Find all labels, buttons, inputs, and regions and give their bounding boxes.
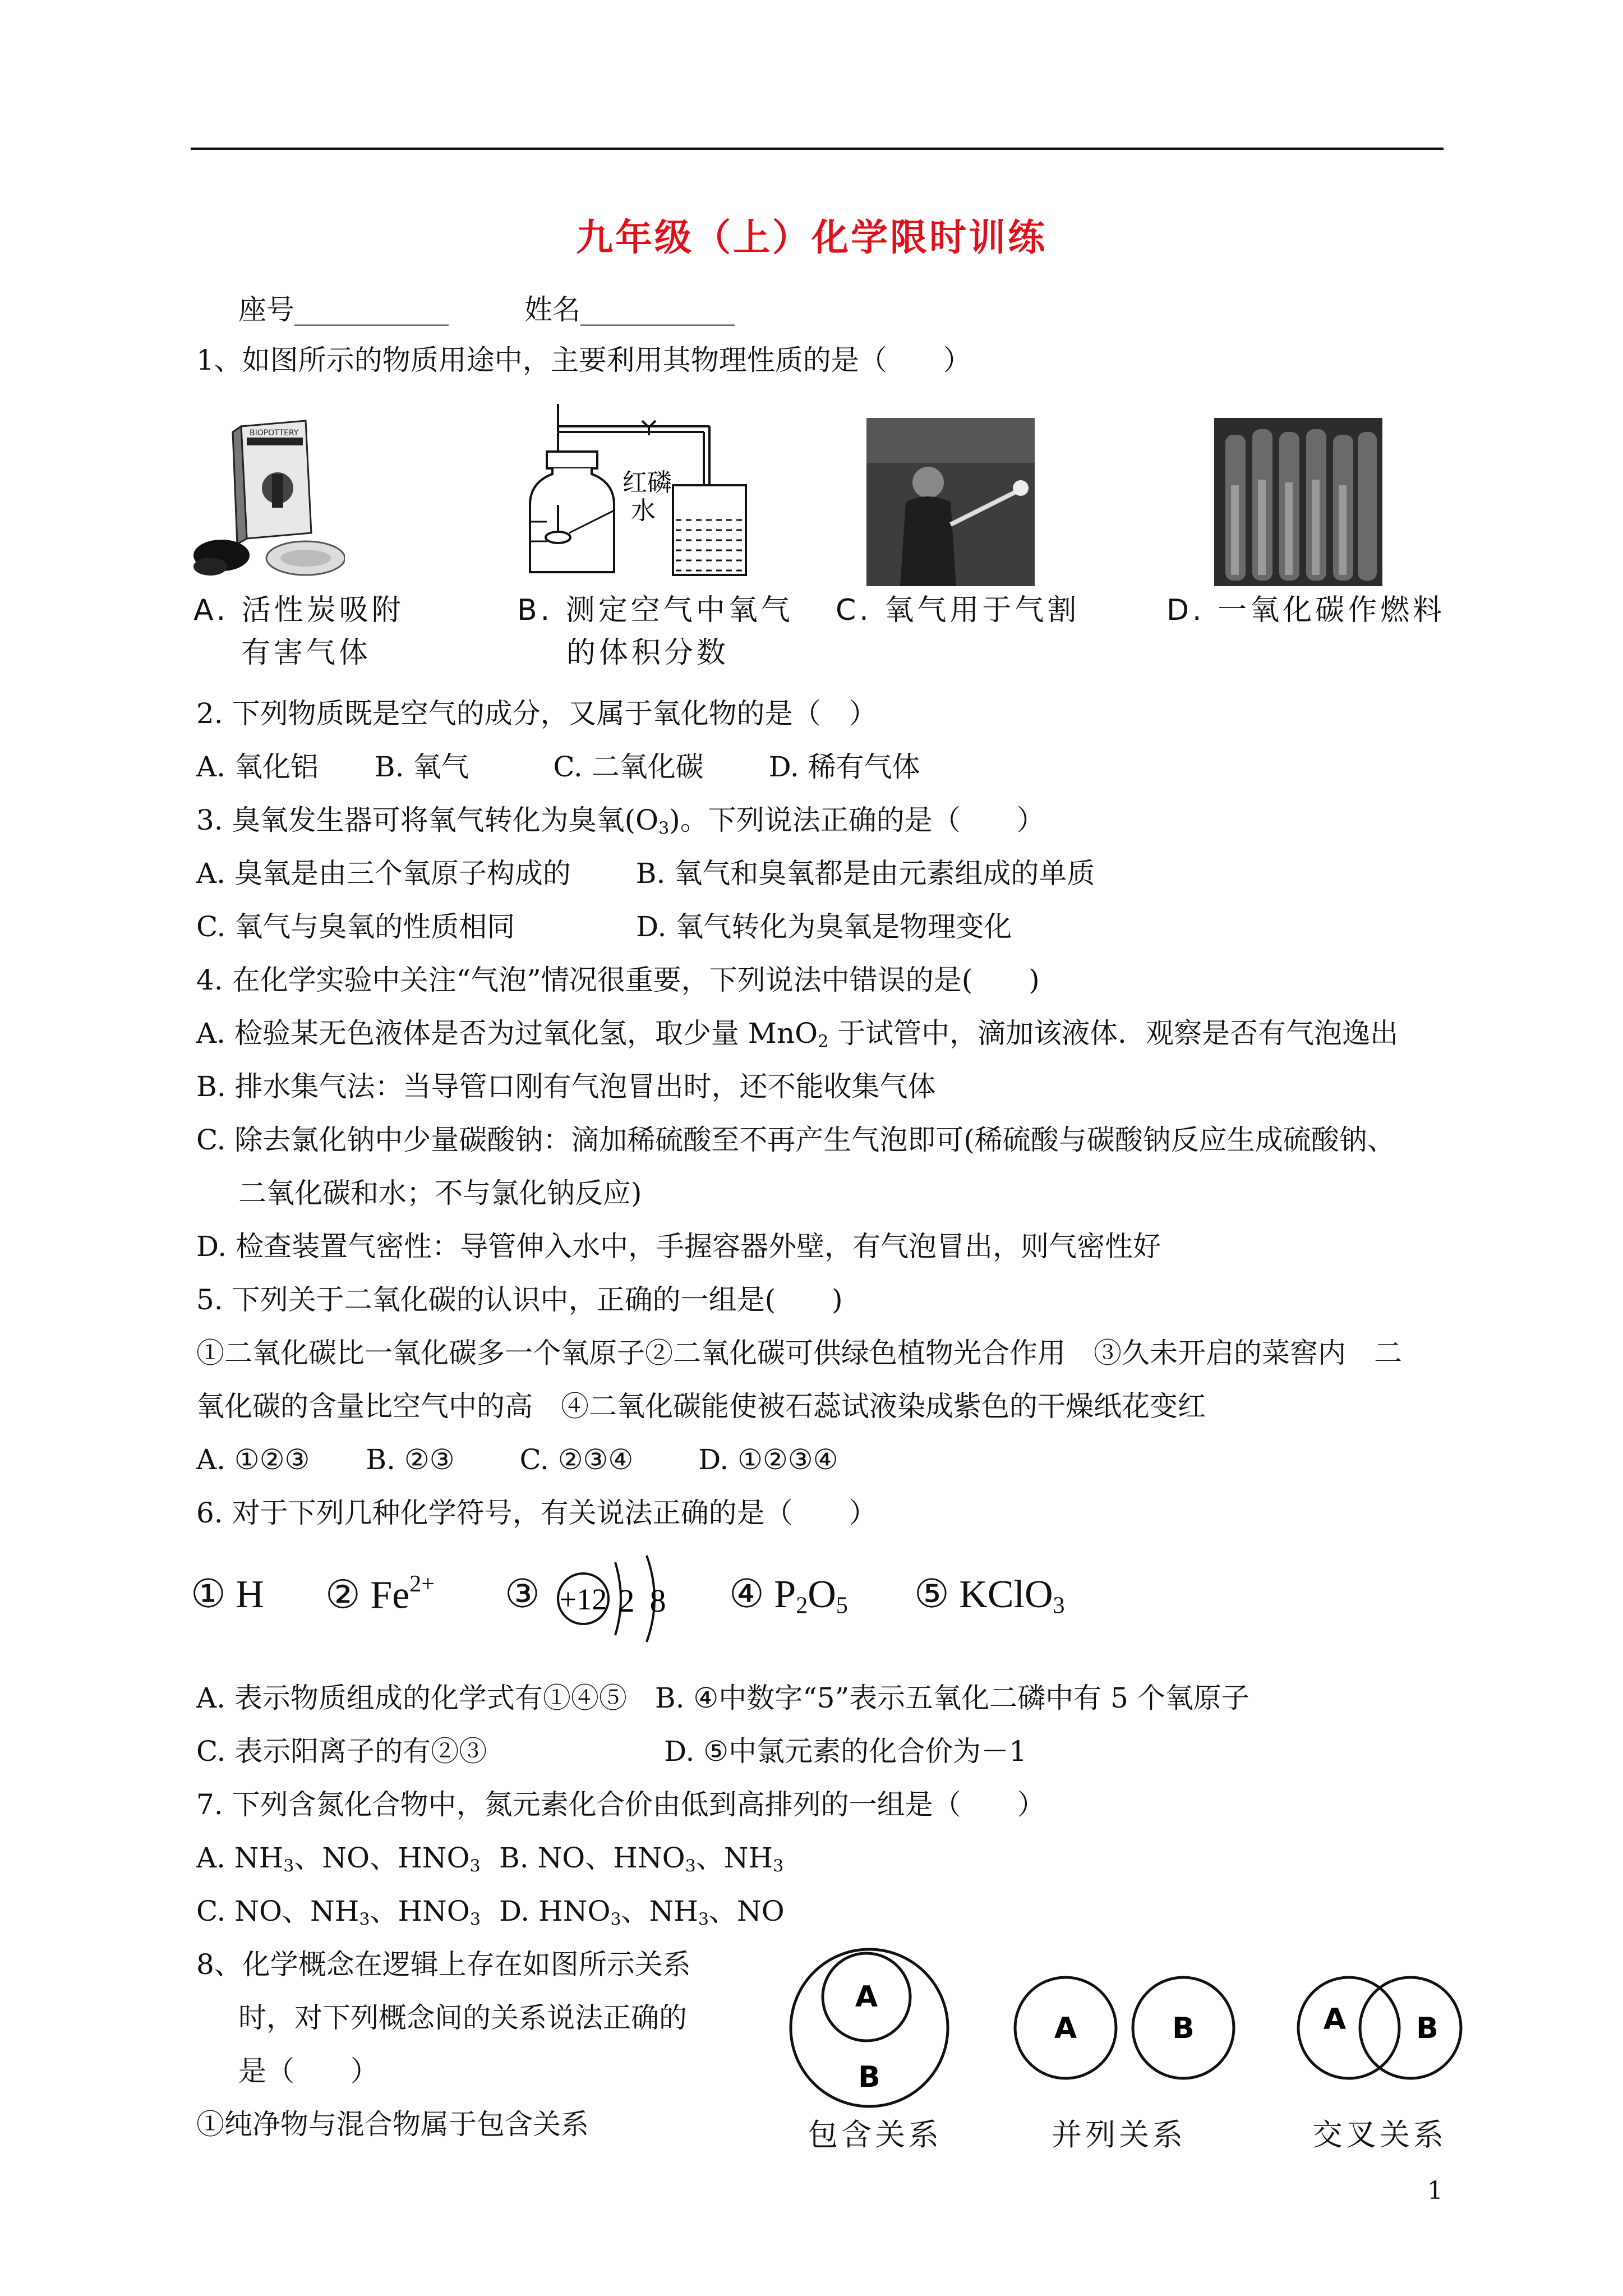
q1-option-d: D. 一氧化碳作燃料: [1166, 593, 1446, 627]
water-label: 水: [631, 496, 656, 525]
q6-symbol-2-main: Fe: [370, 1573, 410, 1617]
package-brand-text: BIOPOTTERY: [250, 429, 299, 438]
shell-2-electrons: 8: [649, 1582, 666, 1619]
q3-options-row1: A. 臭氧是由三个氧原子构成的 B. 氧气和臭氧都是由元素组成的单质: [196, 857, 1095, 890]
cross-circle-a: [1298, 1977, 1399, 2078]
q1-option-a-line2: 有害气体: [241, 636, 372, 670]
intersection-diagram: [1295, 1966, 1464, 2090]
q6-symbol-2-num: ②: [325, 1573, 361, 1617]
q7-b-nh-sub: 3: [773, 1856, 784, 1876]
q6-symbol-4-p: P: [774, 1573, 796, 1616]
q2-stem: 2. 下列物质既是空气的成分，又属于氧化物的是（ ）: [196, 697, 877, 730]
page-number: 1: [1427, 2177, 1443, 2205]
carbon-package-illustration: [193, 415, 345, 583]
seat-field: 座号___________: [238, 293, 449, 326]
q8-stem-line2: 时，对下列概念间的关系说法正确的: [238, 2001, 687, 2034]
parallel-diagram: [1009, 1966, 1245, 2090]
red-phosphorus-label: 红磷: [623, 468, 672, 497]
q3-stem-post: )。下列说法正确的是（ ）: [669, 804, 1045, 836]
q7-c-hno-sub: 3: [469, 1910, 481, 1930]
gas-cylinders-photo: [1214, 418, 1382, 586]
q3-options-row2: C. 氧气与臭氧的性质相同 D. 氧气转化为臭氧是物理变化: [196, 910, 1012, 943]
q6-symbol-5-sub: 3: [1053, 1593, 1065, 1619]
outer-label-b: B: [858, 2060, 880, 2094]
q7-b-sep: 、: [695, 1842, 724, 1874]
q6-symbol-4-o: O: [808, 1573, 836, 1616]
parallel-label-a: A: [1054, 2012, 1077, 2045]
caption-parallel: 并列关系: [1052, 2117, 1186, 2152]
q7-d-sep2: 、: [708, 1895, 737, 1927]
q6-options-row2: C. 表示阳离子的有②③ D. ⑤中氯元素的化合价为－1: [196, 1735, 1027, 1768]
cross-label-b: B: [1416, 2012, 1438, 2045]
q4-option-a-sub: 2: [818, 1032, 829, 1052]
q6-symbol-5-main: KClO: [959, 1573, 1053, 1616]
welder-illustration: [866, 418, 1035, 586]
q4-option-c: C. 除去氯化钠中少量碳酸钠：滴加稀硫酸至不再产生气泡即可(稀硫酸与碳酸钠反应生成硫酸钠、: [196, 1124, 1395, 1156]
q7-stem: 7. 下列含氮化合物中，氮元素化合价由低到高排列的一组是（ ）: [196, 1788, 1045, 1821]
q1-option-c: C. 氧气用于气割: [836, 593, 1080, 627]
q4-option-c-line2: 二氧化碳和水；不与氯化钠反应): [238, 1177, 642, 1209]
q7-c-sep: 、: [370, 1895, 398, 1927]
q7-a-sep2: 、: [370, 1842, 398, 1874]
q6-symbol-5-num: ⑤: [914, 1573, 949, 1616]
q3-stem-pre: 3. 臭氧发生器可将氧气转化为臭氧(O: [196, 804, 659, 836]
q7-c-hno: HNO: [398, 1895, 470, 1927]
caption-containment: 包含关系: [808, 2117, 942, 2152]
q7-d-nh-sub: 3: [698, 1910, 709, 1930]
q6-symbol-4-p-sub: 2: [796, 1593, 808, 1619]
q7-d-hno: D. HNO: [499, 1895, 611, 1927]
q7-a-no: NO: [322, 1842, 370, 1874]
q4-stem: 4. 在化学实验中关注“气泡”情况很重要，下列说法中错误的是( ): [196, 964, 1040, 996]
q7-a-hno: HNO: [398, 1842, 470, 1874]
parallel-label-b: B: [1172, 2012, 1195, 2045]
q5-statements-line1: ①二氧化碳比一氧化碳多一个氧原子②二氧化碳可供绿色植物光合作用 ③久未开启的菜窖内 二: [196, 1337, 1402, 1369]
q5-options: A. ①②③ B. ②③ C. ②③④ D. ①②③④: [196, 1443, 838, 1476]
q7-a-nh-sub: 3: [283, 1856, 294, 1876]
q7-d-nh: NH: [649, 1895, 698, 1927]
q6-symbol-2-charge: 2+: [409, 1571, 435, 1597]
q4-option-b: B. 排水集气法：当导管口刚有气泡冒出时，还不能收集气体: [196, 1070, 936, 1103]
q7-option-d: [499, 1893, 785, 1938]
page-title: 九年级（上）化学限时训练: [576, 216, 1047, 259]
q7-b-hno-sub: 3: [685, 1856, 696, 1876]
atom-structure-svg: [552, 1551, 698, 1646]
q5-statements-line2: 氧化碳的含量比空气中的高 ④二氧化碳能使被石蕊试液染成紫色的干燥纸花变红: [196, 1390, 1206, 1423]
q4-option-d: D. 检查装置气密性：导管伸入水中，手握容器外壁，有气泡冒出，则气密性好: [196, 1230, 1161, 1263]
intersection-svg: [1295, 1966, 1464, 2090]
q1-option-a: A. 活性炭吸附: [193, 593, 404, 627]
q6-symbol-4: [729, 1571, 848, 1619]
q7-c-nh: C. NO、NH: [196, 1895, 359, 1927]
q7-option-b: [499, 1840, 783, 1885]
q1-option-b: B. 测定空气中氧气: [517, 593, 794, 627]
q6-symbol-5: [914, 1571, 1065, 1619]
q2-options: A. 氧化铝 B. 氧气 C. 二氧化碳 D. 稀有气体: [196, 751, 920, 783]
containment-svg: [785, 1944, 953, 2112]
q7-option-a: [196, 1840, 481, 1885]
q6-options-row1: A. 表示物质组成的化学式有①④⑤ B. ④中数字“5”表示五氧化二磷中有 5 个氧原子: [196, 1682, 1249, 1714]
q4-option-a-post: 于试管中，滴加该液体．观察是否有气泡逸出: [828, 1017, 1399, 1050]
oxygen-cutting-photo: [866, 418, 1035, 586]
shell-1-electrons: 2: [618, 1582, 635, 1619]
containment-diagram: [785, 1944, 953, 2112]
q8-item-1: ①纯净物与混合物属于包含关系: [196, 2108, 589, 2141]
apparatus-illustration: [524, 404, 760, 583]
q8-stem-line3: 是（ ）: [238, 2055, 379, 2087]
q6-symbol-2: [325, 1571, 435, 1618]
q7-option-c: [196, 1893, 481, 1938]
name-field: 姓名___________: [524, 293, 735, 326]
q6-symbol-4-num: ④: [729, 1573, 764, 1616]
inner-label-a: A: [855, 1980, 878, 2014]
q8-stem-line1: 8、化学概念在逻辑上存在如图所示关系: [196, 1948, 691, 1981]
q7-a-nh: A. NH: [196, 1842, 284, 1874]
cross-label-a: A: [1323, 2003, 1347, 2036]
q7-b-nh: NH: [723, 1842, 773, 1874]
q5-stem: 5. 下列关于二氧化碳的认识中，正确的一组是( ): [196, 1283, 843, 1316]
q7-a-hno-sub: 3: [469, 1856, 481, 1876]
q6-symbol-1: ① H: [191, 1573, 264, 1616]
q1-option-b-line2: 的体积分数: [566, 636, 730, 670]
q3-stem: [196, 802, 1045, 847]
q7-d-sep1: 、: [621, 1895, 649, 1927]
cylinders-illustration: [1214, 418, 1382, 586]
q7-a-sep1: 、: [294, 1842, 322, 1874]
oxygen-measurement-apparatus: [524, 404, 760, 583]
atom-structure-diagram: [552, 1551, 698, 1646]
q4-option-a-pre: A. 检验某无色液体是否为过氧化氢，取少量 MnO: [196, 1017, 818, 1050]
activated-carbon-image: [193, 415, 345, 583]
cross-circle-b: [1360, 1977, 1461, 2078]
q7-b-hno: B. NO、HNO: [499, 1842, 685, 1874]
q1-stem: 1、如图所示的物质用途中，主要利用其物理性质的是（ ）: [196, 344, 971, 376]
q4-option-a: [196, 1015, 1398, 1060]
q6-stem: 6. 对于下列几种化学符号，有关说法正确的是（ ）: [196, 1497, 877, 1529]
parallel-svg: [1009, 1966, 1245, 2090]
q7-d-hno-sub: 3: [610, 1910, 621, 1930]
nucleus-charge: +12: [559, 1582, 607, 1616]
caption-intersection: 交叉关系: [1312, 2117, 1447, 2152]
q3-stem-sub: 3: [658, 818, 670, 839]
q7-c-nh-sub: 3: [359, 1910, 370, 1930]
q6-symbol-3-num: ③: [505, 1573, 540, 1616]
header-rule: [191, 148, 1444, 150]
q7-d-no: NO: [736, 1895, 785, 1927]
q6-symbol-4-o-sub: 5: [836, 1593, 848, 1619]
